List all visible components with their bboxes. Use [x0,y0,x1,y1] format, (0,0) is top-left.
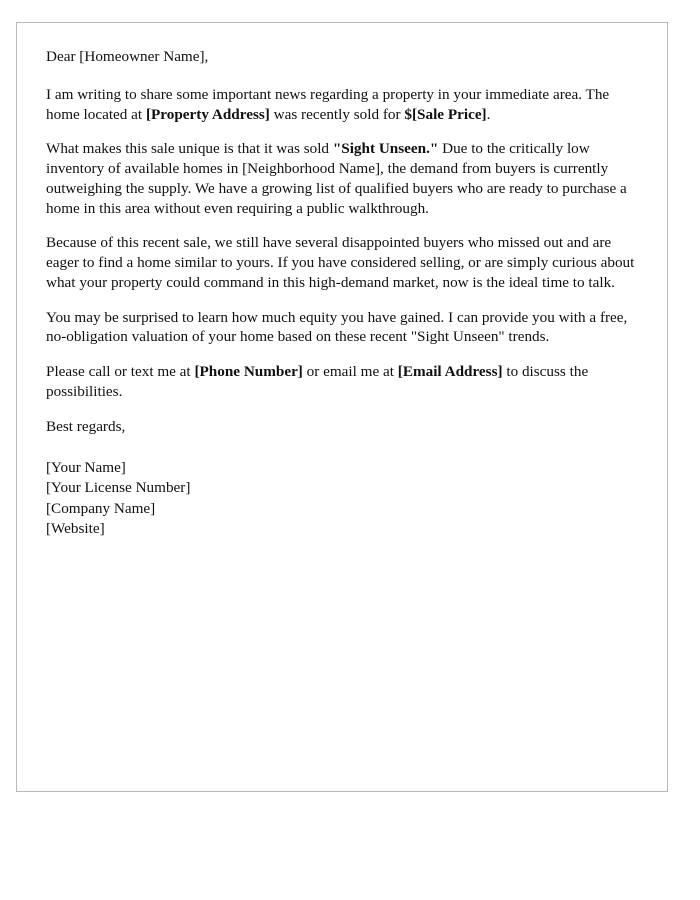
signature-company: [Company Name] [46,499,156,517]
letter-sheet [16,22,668,792]
paragraph-5: Please call or text me at [Phone Number] or email me at [Email Address] to discuss the possibilities. [46,363,589,400]
paragraph-1: I am writing to share some important news regarding a property in your immediate area. The home located at [Property Address] was recently sold for $[Sale Price]. [46,85,610,123]
signature-name: [Your Name] [46,459,126,477]
paragraph-4: You may be surprised to learn how much equity you have gained. I can provide you with a free, no-obligation valuation of your home based on these recent "Sight Unseen" trends. [46,308,628,346]
paragraph-3: Because of this recent sale, we still have several disappointed buyers who missed out and are eager to find a home similar to yours. If you have considered selling, or are simply curious about what your property could command in this high-demand market, now is the ideal time to talk. [46,234,635,291]
closing: Best regards, [46,417,126,435]
paragraph-2: What makes this sale unique is that it was sold "Sight Unseen." Due to the critically low inventory of available homes in [Neighborhood Name], the demand from buyers is currently outweighing the supply. We have a growing list of qualified buyers who are ready to purchase a home in this area without even requiring a public walkthrough. [46,140,627,217]
signature-license: [Your License Number] [46,479,191,497]
salutation: Dear [Homeowner Name], [46,48,209,65]
signature-website: [Website] [46,519,105,537]
letter-body [46,47,640,539]
